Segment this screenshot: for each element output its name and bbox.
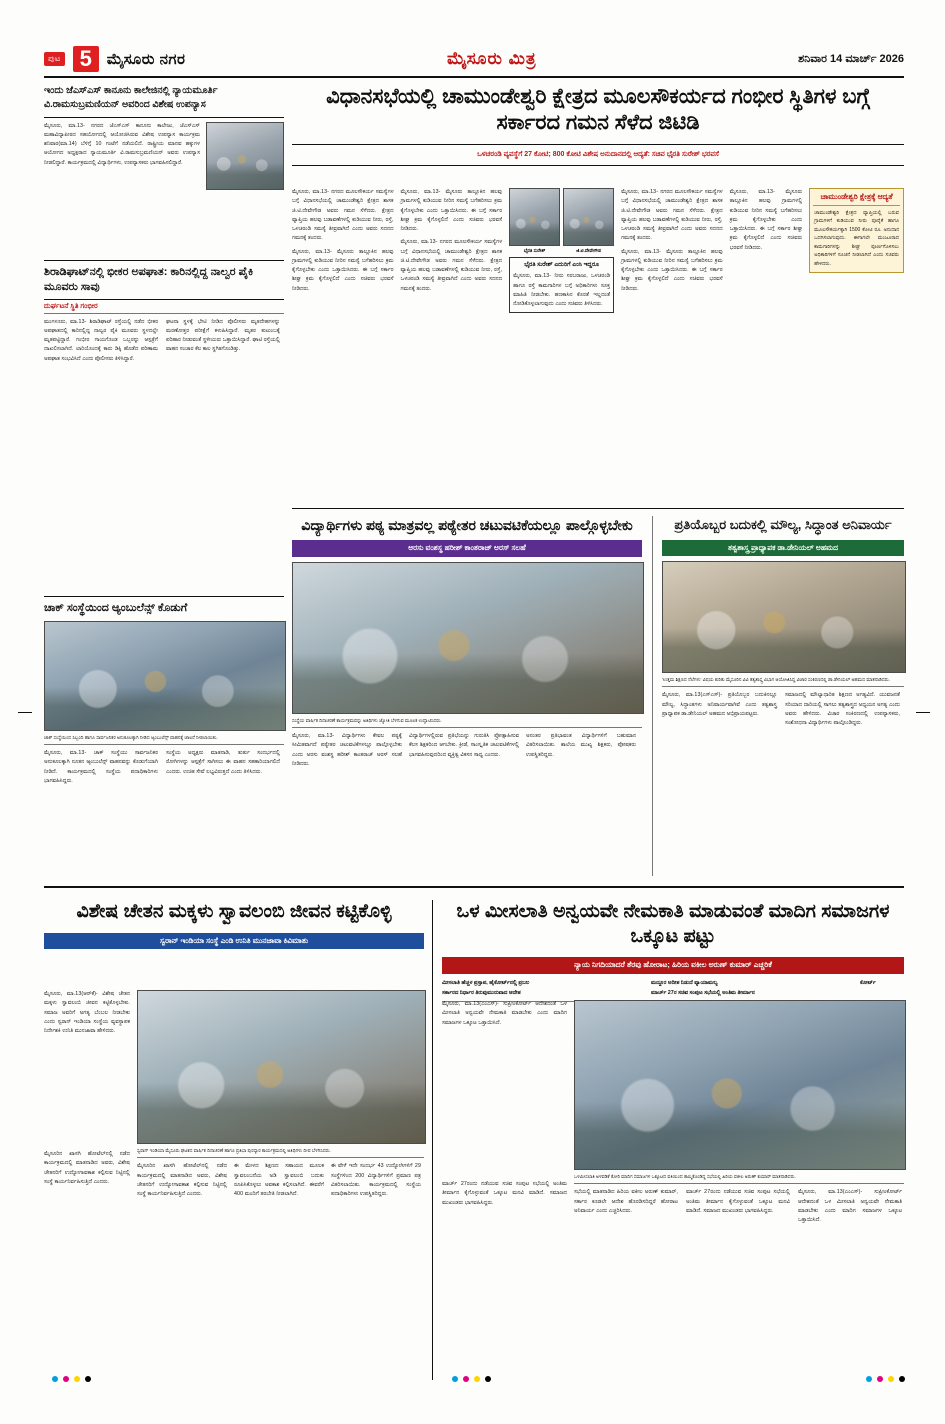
reservation-bullet-1: ಮದ್ದೂರ ಅದೀಶ ನಿಡುದೆ ವ್ಯಾಯಾಮಲ್ಯ	[651, 979, 718, 986]
lead-headline: ವಿಧಾನಸಭೆಯಲ್ಲಿ ಚಾಮುಂಡೇಶ್ವರಿ ಕ್ಷೇತ್ರದ ಮೂಲಸೌಕರ್ಯದ ಗಂಭೀರ ಸ್ಥಿತಿಗಳ ಬಗ್ಗೆ ಸರ್ಕಾರದ ಗಮನ ಸೆಳೆದ ಜಿಟಿಡಿ	[326, 85, 870, 135]
philosophy-body-col2: ಸಮಾಜದಲ್ಲಿ ಮೌಲ್ಯಾಧಾರಿತ ಶಿಕ್ಷಣದ ಅಗತ್ಯವಿದೆ. ಯುವಜನತೆ ಸರಿಯಾದ ದಾರಿಯಲ್ಲಿ ಸಾಗಲು ತತ್ವಶಾಸ್ತ್ರದ ಅಧ್ಯಯನ ಅಗತ್ಯ ಎಂದು ಅವರು ಹೇಳಿದರು. ವಿಚಾರ ಸಂಕಿರಣದಲ್ಲಿ ಉಪನ್ಯಾಸಕರು, ಸಂಶೋಧನಾ ವಿದ್ಯಾರ್ಥಿಗಳು ಪಾಲ್ಗೊಂಡಿದ್ದರು.	[785, 692, 900, 727]
philosophy-kicker: ತತ್ವಶಾಸ್ತ್ರ ಪ್ರಾಧ್ಯಾಪಕ ಡಾ.ಡೇನಿಯಲ್ ಅಹಮದ	[662, 540, 904, 557]
judge-portrait-photo	[206, 122, 284, 190]
minister-photo-2-caption: ಜಿ.ಟಿ.ದೇವೇಗೌಡ	[576, 248, 601, 253]
lead-body-col2b: ಮೈಸೂರು, ಮಾ.13- ನಗರದ ಮೂಲಸೌಕರ್ಯ ಸಮಸ್ಯೆಗಳ ಬಗ್ಗೆ ವಿಧಾನಸಭೆಯಲ್ಲಿ ಚಾಮುಂಡೇಶ್ವರಿ ಕ್ಷೇತ್ರದ ಶಾಸಕ ಜಿ.ಟಿ.ದೇವೇಗೌಡ ಅವರು ಗಮನ ಸೆಳೆದರು. ಕ್ಷೇತ್ರದ ವ್ಯಾಪ್ತಿಯ ಹಲವು ಬಡಾವಣೆಗಳಲ್ಲಿ ಕುಡಿಯುವ ನೀರು, ರಸ್ತೆ, ಒಳಚರಂಡಿ ಸಮಸ್ಯೆ ತೀವ್ರವಾಗಿದೆ ಎಂದು ಅವರು ಸದನದ ಗಮನಕ್ಕೆ ತಂದರು.	[400, 239, 503, 292]
reservation-bullet-4: ಮಾರ್ಚ್ 27ರ ಸಚಿವ ಸಂಪುಟ ಸಭೆಯಲ್ಲಿ ಅಂತಿಮ ತೀರ್ಮಾನ	[651, 989, 755, 996]
students-headline: ವಿದ್ಯಾರ್ಥಿಗಳು ಪಠ್ಯ ಮಾತ್ರವಲ್ಲ ಪಠ್ಯೇತರ ಚಟುವಟಿಕೆಯಲ್ಲೂ ಪಾಲ್ಗೊಳ್ಳಬೇಕು	[301, 517, 633, 533]
special-children-kicker: ಸ್ವರಾನ್ ಇಂಡಿಯಾ ಸಂಸ್ಥೆ ಎಂಡಿ ಉನಿತಿ ಮುನಜಾವಾ ಕಿವಿಮಾತು	[44, 933, 424, 950]
lead-body-col2: ಮೈಸೂರು, ಮಾ.13- ಮೈಸೂರು ತಾಲ್ಲೂಕಿನ ಹಲವು ಗ್ರಾಮಗಳಲ್ಲಿ ಕುಡಿಯುವ ನೀರಿನ ಸಮಸ್ಯೆ ಬಗೆಹರಿಸಲು ಕ್ರಮ ಕೈಗೊಳ್ಳಬೇಕು ಎಂದು ಒತ್ತಾಯಿಸಿದರು. ಈ ಬಗ್ಗೆ ಸರ್ಕಾರ ಶೀಘ್ರ ಕ್ರಮ ಕೈಗೊಳ್ಳಲಿದೆ ಎಂದು ಸಚಿವರು ಭರವಸೆ ನೀಡಿದರು.	[400, 189, 503, 233]
accident-body-col1: ಮಂಗಳೂರು, ಮಾ.13- ಶಿರಾಡಿಘಾಟ್ ರಸ್ತೆಯಲ್ಲಿ ನಡೆದ ಭೀಕರ ಅಪಘಾತದಲ್ಲಿ ಕಾರಿನಲ್ಲಿದ್ದ ನಾಲ್ವರ ಪೈಕಿ ಮೂವರು ಸ್ಥಳದಲ್ಲೇ ಮೃತಪಟ್ಟಿದ್ದಾರೆ. ಗಂಭೀರ ಗಾಯಗೊಂಡ ಒಬ್ಬರನ್ನು ಆಸ್ಪತ್ರೆಗೆ ದಾಖಲಿಸಲಾಗಿದೆ. ಲಾರಿಯೊಂದಕ್ಕೆ ಕಾರು ಡಿಕ್ಕಿ ಹೊಡೆದ ಪರಿಣಾಮ ಅಪಘಾತ ಸಂಭವಿಸಿದೆ ಎಂದು ಪೊಲೀಸರು ತಿಳಿಸಿದ್ದಾರೆ.	[44, 318, 158, 362]
special-children-body-col4: ಈ ವೇಳೆ ಇದೇ ಸಂದರ್ಭ 43 ಉದ್ಯೋಗಿಗಳಿಗೆ 29 ಸಂಸ್ಥೆಗಳಿಂದ 200 ವಿದ್ಯಾರ್ಥಿಗಳಿಗೆ ಪ್ರಮಾಣ ಪತ್ರ ವಿತರಿಸಲಾಯಿತು. ಕಾರ್ಯಕ್ರಮದಲ್ಲಿ ಸಂಸ್ಥೆಯ ಪದಾಧಿಕಾರಿಗಳು ಉಪಸ್ಥಿತರಿದ್ದರು.	[331, 1163, 421, 1198]
special-children-event-photo	[137, 990, 426, 1144]
page-number: 5	[73, 46, 99, 72]
story-jss-lecture	[44, 84, 284, 190]
color-dot-black	[85, 1376, 91, 1382]
color-dot-cyan-3	[866, 1376, 872, 1382]
reservation-caption: ಒಳಮೀಸಲಾತಿ ಅಳವಡಿಕೆ ಕೋರಿ ಮಾದಿಗ ಸಮಾಜಗಳ ಒಕ್ಕೂಟದ ವತಿಯಿಂದ ಹಮ್ಮಿಕೊಂಡಿದ್ದ ಸಭೆಯಲ್ಲಿ ಹಿರಿಯ ವಕೀಲ ಅರುಣ್ ಕುಮಾರ್ ಮಾತನಾಡಿದರು.	[574, 1174, 796, 1179]
color-dot-yellow-2	[474, 1376, 480, 1382]
story-special-children	[44, 900, 424, 949]
reservation-body-col4: ಮೈಸೂರು, ಮಾ.13(ಎಂಎಸ್)- ಸುಪ್ರೀಂಕೋರ್ಟ್ ಆದೇಶದಂತೆ ಒಳ ಮೀಸಲಾತಿ ಅನ್ವಯವೇ ನೇಮಕಾತಿ ಮಾಡಬೇಕು ಎಂದು ಮಾದಿಗ ಸಮಾಜಗಳ ಒಕ್ಕೂಟ ಒತ್ತಾಯಿಸಿದೆ.	[798, 1189, 902, 1224]
section-title: ಮೈಸೂರು ನಗರ	[106, 50, 186, 68]
lead-subline: ಒಳಚರಂಡಿ ವ್ಯವಸ್ಥೆಗೆ 27 ಕೋಟಿ; 800 ಕೋಟಿ ವಿಶೇಷ ಅನುದಾನದಲ್ಲಿ ಆದ್ಯತೆ: ಸಚಿವ ಭೈರತಿ ಸುರೇಶ್ ಭರವಸೆ	[477, 150, 719, 158]
divider-vertical-mid	[652, 516, 653, 876]
color-dot-magenta-2	[463, 1376, 469, 1382]
students-body-col2: ವಿದ್ಯಾರ್ಥಿಗಳಲ್ಲಿರುವ ಪ್ರತಿಭೆಯನ್ನು ಗುರುತಿಸಿ ಪ್ರೋತ್ಸಾಹಿಸುವ ಕೆಲಸ ಶಿಕ್ಷಕರಿಂದ ಆಗಬೇಕು. ಕ್ರೀಡೆ, ಸಾಂಸ್ಕೃತಿಕ ಚಟುವಟಿಕೆಗಳಲ್ಲಿ ಭಾಗವಹಿಸುವುದರಿಂದ ವ್ಯಕ್ತಿತ್ವ ವಿಕಸನ ಸಾಧ್ಯ ಎಂದರು.	[409, 733, 519, 758]
philosophy-headline: ಪ್ರತಿಯೊಬ್ಬರ ಬದುಕಲ್ಲಿ ಮೌಲ್ಯ, ಸಿದ್ಧಾಂತ ಅನಿವಾರ್ಯ	[674, 517, 892, 532]
divider-vertical-bottom	[432, 900, 433, 1380]
reservation-kicker: ನ್ಯಾಯ ನಿಗದಿಯಾದರೆ ತೆರವು ಹೋರಾಟ; ಹಿರಿಯ ವಕೀಲ ಅರುಣ್ ಕುಮಾರ್ ಎಚ್ಚರಿಕೆ	[442, 957, 904, 974]
color-dot-black-2	[485, 1376, 491, 1382]
jss-body: ಮೈಸೂರು, ಮಾ.13- ನಗರದ ಜೆಎಸ್‌ಎಸ್ ಕಾನೂನು ಕಾಲೇಜು, ಜೆಎಸ್‌ಎಸ್ ಮಹಾವಿದ್ಯಾಪೀಠದ ಸಹಯೋಗದಲ್ಲಿ ಆಯೋಜಿಸಿರುವ ವಿಶೇಷ ಉಪನ್ಯಾಸ ಕಾರ್ಯಕ್ರಮ ಶನಿವಾರ(ಮಾ.14) ಬೆಳಿಗ್ಗೆ 10 ಗಂಟೆಗೆ ನಡೆಯಲಿದೆ. ರಾಷ್ಟ್ರೀಯ ಮಾನವ ಹಕ್ಕುಗಳ ಆಯೋಗದ ಅಧ್ಯಕ್ಷರಾದ ನ್ಯಾಯಮೂರ್ತಿ ವಿ.ರಾಮಸುಬ್ರಮಣಿಯನ್ ಅವರು ಉಪನ್ಯಾಸ ನೀಡಲಿದ್ದಾರೆ. ಕಾರ್ಯಕ್ರಮದಲ್ಲಿ ವಿದ್ಯಾರ್ಥಿಗಳು, ಉಪನ್ಯಾಸಕರು ಭಾಗವಹಿಸಲಿದ್ದಾರೆ.	[44, 122, 200, 166]
story-philosophy	[662, 516, 904, 728]
color-dot-black-3	[899, 1376, 905, 1382]
students-caption: ಸಂಸ್ಥೆಯ ವಾರ್ಷಿಕ ದಿನಾಚರಣೆ ಕಾರ್ಯಕ್ರಮವನ್ನು ಅತಿಥಿಗಳು ಜ್ಯೋತಿ ಬೆಳಗುವ ಮೂಲಕ ಉದ್ಘಾಟಿಸಿದರು.	[292, 717, 442, 723]
page-badge-label: ಪುಟ	[44, 52, 65, 66]
ambulance-body-col1: ಮೈಸೂರು, ಮಾ.13- ಚಾಕ್ ಸಂಸ್ಥೆಯು ಸಾರ್ವಜನಿಕರ ಅನುಕೂಲಕ್ಕಾಗಿ ನೂತನ ಆ್ಯಂಬುಲೆನ್ಸ್ ವಾಹನವನ್ನು ಕೊಡುಗೆಯಾಗಿ ನೀಡಿದೆ. ಕಾರ್ಯಕ್ರಮದಲ್ಲಿ ಸಂಸ್ಥೆಯ ಪದಾಧಿಕಾರಿಗಳು ಭಾಗವಹಿಸಿದ್ದರು.	[44, 750, 158, 784]
color-dot-cyan-2	[452, 1376, 458, 1382]
divider-bottom-half	[44, 886, 904, 888]
registration-dots-center	[452, 1376, 491, 1382]
reservation-body-col3: ಮಾರ್ಚ್ 27ರಂದು ನಡೆಯುವ ಸಚಿವ ಸಂಪುಟ ಸಭೆಯಲ್ಲಿ ಅಂತಿಮ ತೀರ್ಮಾನ ಕೈಗೊಳ್ಳುವಂತೆ ಒಕ್ಕೂಟ ಮನವಿ ಮಾಡಿದೆ. ಸಮಾಜದ ಮುಖಂಡರು ಭಾಗವಹಿಸಿದ್ದರು.	[686, 1189, 790, 1214]
students-body-col3: ಅನಂತರ ಪ್ರತಿಭಾವಂತ ವಿದ್ಯಾರ್ಥಿಗಳಿಗೆ ಬಹುಮಾನ ವಿತರಿಸಲಾಯಿತು. ಶಾಲೆಯ ಮುಖ್ಯ ಶಿಕ್ಷಕರು, ಪೋಷಕರು ಉಪಸ್ಥಿತರಿದ್ದರು.	[526, 733, 636, 758]
lead-inset-title: ಭೈರತಿ ಸುರೇಶ್ ಎದುರಿಗೆ ಎಂಸಿ ಇದ್ದರೂ	[524, 262, 599, 268]
ambulance-headline: ಚಾಕ್ ಸಂಸ್ಥೆಯಿಂದ ಆ್ಯಂಬುಲೆನ್ಸ್ ಕೊಡುಗೆ	[44, 602, 188, 614]
crop-mark-left	[18, 712, 32, 713]
color-dot-magenta-3	[877, 1376, 883, 1382]
reservation-bullet-0: ಮೀಸಲಾತಿ ಹೆಚ್ಚಳ ಪ್ರಸ್ತಾಪ, ಹೈಕೋರ್ಟ್‌ನಲ್ಲಿ ಪ್ರಬಲ	[442, 979, 530, 986]
reservation-event-photo	[574, 1000, 906, 1170]
registration-dots-right	[866, 1376, 905, 1382]
masthead	[44, 42, 904, 78]
registration-dots-left	[52, 1376, 91, 1382]
color-dot-cyan	[52, 1376, 58, 1382]
reservation-bullet-3: ಸರ್ಕಾರದ ನಿರ್ಧಾರ ತಿರುವುಮುರುವಾದ ಆದೇಶ	[442, 989, 521, 996]
special-children-headline: ವಿಶೇಷ ಚೇತನ ಮಕ್ಕಳು ಸ್ವಾವಲಂಬಿ ಜೀವನ ಕಟ್ಟಿಕೊಳ್ಳಿ	[76, 901, 392, 922]
newspaper-logo: ಮೈಸೂರು ಮಿತ್ರ	[446, 49, 537, 68]
lead-box-title: ಚಾಮುಂಡೇಶ್ವರಿ ಕ್ಷೇತ್ರಕ್ಕೆ ಆದ್ಯತೆ	[820, 192, 893, 201]
story-ambulance	[44, 596, 284, 786]
color-dot-magenta	[63, 1376, 69, 1382]
masthead-left	[44, 46, 185, 72]
accident-kicker: ದುರ್ಘಟನೆ ಸ್ಥಿತಿ ಗಂಭೀರ	[44, 302, 98, 310]
reservation-body-col2: ಸಭೆಯಲ್ಲಿ ಮಾತನಾಡಿದ ಹಿರಿಯ ವಕೀಲ ಅರುಣ್ ಕುಮಾರ್, ಸರ್ಕಾರ ಕೂಡಲೇ ಆದೇಶ ಹೊರಡಿಸದಿದ್ದರೆ ಹೋರಾಟ ಅನಿವಾರ್ಯ ಎಂದು ಎಚ್ಚರಿಸಿದರು.	[574, 1189, 678, 1214]
reservation-headline: ಒಳ ಮೀಸಲಾತಿ ಅನ್ವಯವೇ ನೇಮಕಾತಿ ಮಾಡುವಂತೆ ಮಾದಿಗ ಸಮಾಜಗಳ ಒಕ್ಕೂಟ ಪಟ್ಟು	[456, 901, 890, 947]
accident-body-col2: ಘಟನಾ ಸ್ಥಳಕ್ಕೆ ಭೇಟಿ ನೀಡಿದ ಪೊಲೀಸರು ಮೃತದೇಹಗಳನ್ನು ಮರಣೋತ್ತರ ಪರೀಕ್ಷೆಗೆ ಕಳುಹಿಸಿದ್ದಾರೆ. ಮೃತರ ಕುಟುಂಬಕ್ಕೆ ಪರಿಹಾರ ನೀಡುವಂತೆ ಸ್ಥಳೀಯರು ಒತ್ತಾಯಿಸಿದ್ದಾರೆ. ಘಾಟಿ ರಸ್ತೆಯಲ್ಲಿ ವಾಹನ ಸಂಚಾರ ಕೆಲ ಕಾಲ ಸ್ಥಗಿತಗೊಂಡಿತ್ತು.	[166, 318, 280, 353]
students-kicker: ಅರಸು ವಂಶಸ್ಥ ಹರೀಶ್ ಕಾಂತರಾಜ್ ಅರಸ್ ಸಲಹೆ	[292, 540, 642, 557]
divider-lead	[292, 508, 904, 509]
philosophy-caption: 'ಉತ್ತಮ ಶಿಕ್ಷಣದ ನೆಲೆಗಳು' ವಿಷಯ ಕುರಿತು ಮೈಸೂರಿನ ವಿವಿ ತತ್ವಶಾಸ್ತ್ರ ವಿಭಾಗ ಆಯೋಜಿಸಿದ್ದ ವಿಚಾರ ಸಂಕಿರಣದಲ್ಲಿ ಡಾ.ಡೇನಿಯಲ್ ಅಹಮದ ಮಾತನಾಡಿದರು.	[662, 677, 890, 683]
story-reservation	[442, 900, 904, 1002]
ambulance-photo	[44, 621, 286, 731]
special-children-body-col2: ಮೈಸೂರಿನ ಖಾಸಗಿ ಹೋಟೆಲ್‌ನಲ್ಲಿ ನಡೆದ ಕಾರ್ಯಕ್ರಮದಲ್ಲಿ ಮಾತನಾಡಿದ ಅವರು, ವಿಶೇಷ ಚೇತನರಿಗೆ ಉದ್ಯೋಗಾವಕಾಶ ಕಲ್ಪಿಸುವ ನಿಟ್ಟಿನಲ್ಲಿ ಸಂಸ್ಥೆ ಕಾರ್ಯನಿರ್ವಹಿಸುತ್ತಿದೆ ಎಂದರು.	[137, 1163, 227, 1198]
color-dot-yellow	[74, 1376, 80, 1382]
students-body-col1: ಮೈಸೂರು, ಮಾ.13- ವಿದ್ಯಾರ್ಥಿಗಳು ಕೇವಲ ಪಠ್ಯಕ್ಕೆ ಸೀಮಿತವಾಗದೆ ಪಠ್ಯೇತರ ಚಟುವಟಿಕೆಗಳಲ್ಲೂ ಪಾಲ್ಗೊಳ್ಳಬೇಕು ಎಂದು ಅರಸು ವಂಶಸ್ಥ ಹರೀಶ್ ಕಾಂತರಾಜ್ ಅರಸ್ ಸಲಹೆ ನೀಡಿದರು.	[292, 733, 402, 767]
minister-photo-2	[563, 188, 614, 246]
ambulance-caption: ಚಾಕ್ ಸಂಸ್ಥೆಯಿಂದ ಸಿಬ್ಬಂದಿ ಹಾಗೂ ಸಾರ್ವಜನಿಕರ ಅನುಕೂಲಕ್ಕಾಗಿ ನೀಡಿದ ಆ್ಯಂಬುಲೆನ್ಸ್ ವಾಹನಕ್ಕೆ ಚಾಲನೆ ನೀಡಲಾಯಿತು.	[44, 734, 218, 740]
lead-body-col1: ಮೈಸೂರು, ಮಾ.13- ನಗರದ ಮೂಲಸೌಕರ್ಯ ಸಮಸ್ಯೆಗಳ ಬಗ್ಗೆ ವಿಧಾನಸಭೆಯಲ್ಲಿ ಚಾಮುಂಡೇಶ್ವರಿ ಕ್ಷೇತ್ರದ ಶಾಸಕ ಜಿ.ಟಿ.ದೇವೇಗೌಡ ಅವರು ಗಮನ ಸೆಳೆದರು. ಕ್ಷೇತ್ರದ ವ್ಯಾಪ್ತಿಯ ಹಲವು ಬಡಾವಣೆಗಳಲ್ಲಿ ಕುಡಿಯುವ ನೀರು, ರಸ್ತೆ, ಒಳಚರಂಡಿ ಸಮಸ್ಯೆ ತೀವ್ರವಾಗಿದೆ ಎಂದು ಅವರು ಸದನದ ಗಮನಕ್ಕೆ ತಂದರು.	[292, 189, 394, 242]
minister-photo-1	[509, 188, 560, 246]
jss-headline: ಇಂದು ಜೆಎಸ್‌ಎಸ್ ಕಾನೂನು ಕಾಲೇಜಿನಲ್ಲಿ ನ್ಯಾಯಮೂರ್ತಿ ವಿ.ರಾಮಸುಬ್ರಮಣಿಯನ್ ಅವರಿಂದ ವಿಶೇಷ ಉಪನ್ಯಾಸ	[44, 85, 218, 111]
lead-body-col4: ಮೈಸೂರು, ಮಾ.13- ನಗರದ ಮೂಲಸೌಕರ್ಯ ಸಮಸ್ಯೆಗಳ ಬಗ್ಗೆ ವಿಧಾನಸಭೆಯಲ್ಲಿ ಚಾಮುಂಡೇಶ್ವರಿ ಕ್ಷೇತ್ರದ ಶಾಸಕ ಜಿ.ಟಿ.ದೇವೇಗೌಡ ಅವರು ಗಮನ ಸೆಳೆದರು. ಕ್ಷೇತ್ರದ ವ್ಯಾಪ್ತಿಯ ಹಲವು ಬಡಾವಣೆಗಳಲ್ಲಿ ಕುಡಿಯುವ ನೀರು, ರಸ್ತೆ, ಒಳಚರಂಡಿ ಸಮಸ್ಯೆ ತೀವ್ರವಾಗಿದೆ ಎಂದು ಅವರು ಸದನದ ಗಮನಕ್ಕೆ ತಂದರು.	[621, 189, 723, 242]
lead-inset-body: ಮೈಸೂರು, ಮಾ.13- ನೀರು ಸರಬರಾಜು, ಒಳಚರಂಡಿ ಹಾಗೂ ರಸ್ತೆ ಕಾಮಗಾರಿಗಳ ಬಗ್ಗೆ ಅಧಿಕಾರಿಗಳು ಸೂಕ್ತ ಮಾಹಿತಿ ನೀಡಬೇಕು. ಹಣಕಾಸಿನ ಕೊರತೆ ಇಲ್ಲದಂತೆ ನೋಡಿಕೊಳ್ಳಲಾಗುವುದು ಎಂದು ಸಚಿವರು ತಿಳಿಸಿದರು.	[513, 273, 611, 308]
story-shiradi-accident	[44, 260, 284, 364]
special-children-body-col3: ಈ ಮೇಳದ ಶಿಕ್ಷಣದ ಸಹಾಯದ ಮೂಲಕ ಸ್ವಾವಲಂಬನೆಯ ಅಡಿ ಸ್ವಾವಲಂಬಿ ಬದುಕು ರೂಪಿಸಿಕೊಳ್ಳಲು ಅವಕಾಶ ಕಲ್ಪಿಸಲಾಗಿದೆ. ಈವರೆಗೆ 400 ಮಂದಿಗೆ ತರಬೇತಿ ನೀಡಲಾಗಿದೆ.	[234, 1163, 324, 1198]
special-children-caption: ಸ್ವರಾನ್ ಇಂಡಿಯಾ ಮೈಸೂರು ಘಟಕದ ವಾರ್ಷಿಕ ದಿನಾಚರಣೆ ಹಾಗೂ ಪ್ರತಿಭಾ ಪುರಸ್ಕಾರ ಕಾರ್ಯಕ್ರಮದಲ್ಲಿ ಅತಿಥಿಗಳು ದೀಪ ಬೆಳಗಿಸಿದರು.	[137, 1148, 331, 1153]
color-dot-yellow-3	[888, 1376, 894, 1382]
lead-body-col5: ಮೈಸೂರು, ಮಾ.13- ಮೈಸೂರು ತಾಲ್ಲೂಕಿನ ಹಲವು ಗ್ರಾಮಗಳಲ್ಲಿ ಕುಡಿಯುವ ನೀರಿನ ಸಮಸ್ಯೆ ಬಗೆಹರಿಸಲು ಕ್ರಮ ಕೈಗೊಳ್ಳಬೇಕು ಎಂದು ಒತ್ತಾಯಿಸಿದರು. ಈ ಬಗ್ಗೆ ಸರ್ಕಾರ ಶೀಘ್ರ ಕ್ರಮ ಕೈಗೊಳ್ಳಲಿದೆ ಎಂದು ಸಚಿವರು ಭರವಸೆ ನೀಡಿದರು.	[729, 189, 803, 251]
accident-headline: ಶಿರಾಡಿಘಾಟ್‌ನಲ್ಲಿ ಭೀಕರ ಅಪಘಾತ: ಕಾರಿನಲ್ಲಿದ್ದ ನಾಲ್ವರ ಪೈಕಿ ಮೂವರು ಸಾವು	[44, 266, 254, 293]
issue-date: ಶನಿವಾರ 14 ಮಾರ್ಚ್ 2026	[798, 52, 904, 65]
students-event-photo	[292, 562, 644, 714]
lead-body-region	[292, 188, 904, 498]
minister-photo-1-caption: ಭೈರತಿ ಸುರೇಶ್	[523, 248, 546, 253]
philosophy-body-col1: ಮೈಸೂರು, ಮಾ.13(ಎಸ್‌ಎಸ್)- ಪ್ರತಿಯೊಬ್ಬರ ಬದುಕಿನಲ್ಲೂ ಮೌಲ್ಯ, ಸಿದ್ಧಾಂತಗಳು ಅನಿವಾರ್ಯವಾಗಿವೆ ಎಂದು ತತ್ವಶಾಸ್ತ್ರ ಪ್ರಾಧ್ಯಾಪಕ ಡಾ.ಡೇನಿಯಲ್ ಅಹಮದ ಅಭಿಪ್ರಾಯಪಟ್ಟರು.	[662, 692, 777, 717]
lead-story	[292, 84, 904, 166]
philosophy-event-photo	[662, 561, 906, 673]
story-students	[292, 516, 642, 769]
lead-body-col1b: ಮೈಸೂರು, ಮಾ.13- ಮೈಸೂರು ತಾಲ್ಲೂಕಿನ ಹಲವು ಗ್ರಾಮಗಳಲ್ಲಿ ಕುಡಿಯುವ ನೀರಿನ ಸಮಸ್ಯೆ ಬಗೆಹರಿಸಲು ಕ್ರಮ ಕೈಗೊಳ್ಳಬೇಕು ಎಂದು ಒತ್ತಾಯಿಸಿದರು. ಈ ಬಗ್ಗೆ ಸರ್ಕಾರ ಶೀಘ್ರ ಕ್ರಮ ಕೈಗೊಳ್ಳಲಿದೆ ಎಂದು ಸಚಿವರು ಭರವಸೆ ನೀಡಿದರು.	[292, 248, 394, 292]
lead-body-col4b: ಮೈಸೂರು, ಮಾ.13- ಮೈಸೂರು ತಾಲ್ಲೂಕಿನ ಹಲವು ಗ್ರಾಮಗಳಲ್ಲಿ ಕುಡಿಯುವ ನೀರಿನ ಸಮಸ್ಯೆ ಬಗೆಹರಿಸಲು ಕ್ರಮ ಕೈಗೊಳ್ಳಬೇಕು ಎಂದು ಒತ್ತಾಯಿಸಿದರು. ಈ ಬಗ್ಗೆ ಸರ್ಕಾರ ಶೀಘ್ರ ಕ್ರಮ ಕೈಗೊಳ್ಳಲಿದೆ ಎಂದು ಸಚಿವರು ಭರವಸೆ ನೀಡಿದರು.	[621, 248, 723, 292]
lead-box-body: ಚಾಮುಂಡೇಶ್ವರಿ ಕ್ಷೇತ್ರದ ವ್ಯಾಪ್ತಿಯಲ್ಲಿ ಬರುವ ಗ್ರಾಮಗಳಿಗೆ ಕುಡಿಯುವ ನೀರು ಪೂರೈಕೆ ಹಾಗೂ ಮೂಲಸೌಕರ್ಯಕ್ಕಾಗಿ 1500 ಕೋಟಿ ರೂ. ಅನುದಾನ ಒದಗಿಸಲಾಗುವುದು. ಈಗಾಗಲೇ ಮಂಜೂರಾದ ಕಾಮಗಾರಿಗಳನ್ನು ಶೀಘ್ರ ಪೂರ್ಣಗೊಳಿಸಲು ಅಧಿಕಾರಿಗಳಿಗೆ ಸೂಚನೆ ನೀಡಲಾಗಿದೆ ಎಂದು ಸಚಿವರು ಹೇಳಿದರು.	[814, 209, 900, 267]
special-children-body-col1-cont: ಮೈಸೂರಿನ ಖಾಸಗಿ ಹೋಟೆಲ್‌ನಲ್ಲಿ ನಡೆದ ಕಾರ್ಯಕ್ರಮದಲ್ಲಿ ಮಾತನಾಡಿದ ಅವರು, ವಿಶೇಷ ಚೇತನರಿಗೆ ಉದ್ಯೋಗಾವಕಾಶ ಕಲ್ಪಿಸುವ ನಿಟ್ಟಿನಲ್ಲಿ ಸಂಸ್ಥೆ ಕಾರ್ಯನಿರ್ವಹಿಸುತ್ತಿದೆ ಎಂದರು.	[44, 1151, 130, 1185]
special-children-body-col1: ಮೈಸೂರು, ಮಾ.13(ಆರ್‌ಕೆ)- ವಿಶೇಷ ಚೇತನ ಮಕ್ಕಳು ಸ್ವಾವಲಂಬಿ ಜೀವನ ಕಟ್ಟಿಕೊಳ್ಳಬೇಕು. ಸಮಾಜ ಅವರಿಗೆ ಅಗತ್ಯ ಬೆಂಬಲ ನೀಡಬೇಕು ಎಂದು ಸ್ವರಾನ್ ಇಂಡಿಯಾ ಸಂಸ್ಥೆಯ ವ್ಯವಸ್ಥಾಪಕ ನಿರ್ದೇಶಕಿ ಉನಿತಿ ಮುನಜಾವಾ ಹೇಳಿದರು.	[44, 991, 130, 1035]
reservation-body-col1-cont: ಮಾರ್ಚ್ 27ರಂದು ನಡೆಯುವ ಸಚಿವ ಸಂಪುಟ ಸಭೆಯಲ್ಲಿ ಅಂತಿಮ ತೀರ್ಮಾನ ಕೈಗೊಳ್ಳುವಂತೆ ಒಕ್ಕೂಟ ಮನವಿ ಮಾಡಿದೆ. ಸಮಾಜದ ಮುಖಂಡರು ಭಾಗವಹಿಸಿದ್ದರು.	[442, 1181, 567, 1206]
reservation-bullet-2: ಕೋರ್ಟ್	[860, 979, 876, 986]
crop-mark-right	[916, 712, 930, 713]
reservation-body-col1: ಮೈಸೂರು, ಮಾ.13(ಎಂಎಸ್)- ಸುಪ್ರೀಂಕೋರ್ಟ್ ಆದೇಶದಂತೆ ಒಳ ಮೀಸಲಾತಿ ಅನ್ವಯವೇ ನೇಮಕಾತಿ ಮಾಡಬೇಕು ಎಂದು ಮಾದಿಗ ಸಮಾಜಗಳ ಒಕ್ಕೂಟ ಒತ್ತಾಯಿಸಿದೆ.	[442, 1001, 567, 1026]
ambulance-body-col2: ಸಂಸ್ಥೆಯ ಅಧ್ಯಕ್ಷರು ಮಾತನಾಡಿ, ತುರ್ತು ಸಂದರ್ಭದಲ್ಲಿ ರೋಗಿಗಳನ್ನು ಆಸ್ಪತ್ರೆಗೆ ಸಾಗಿಸಲು ಈ ವಾಹನ ಸಹಕಾರಿಯಾಗಲಿದೆ ಎಂದರು. ಉಚಿತ ಸೇವೆ ಲಭ್ಯವಿರುತ್ತದೆ ಎಂದು ತಿಳಿಸಿದರು.	[166, 750, 280, 775]
